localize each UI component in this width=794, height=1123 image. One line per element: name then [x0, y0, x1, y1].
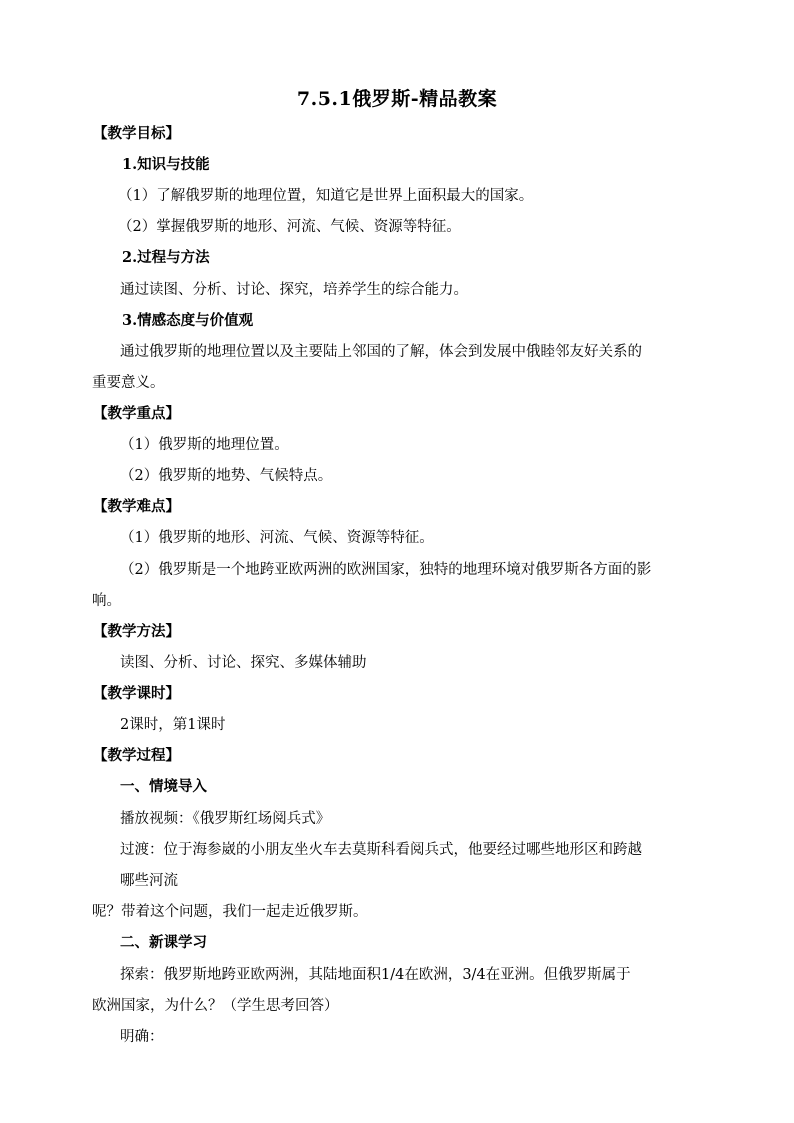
section-heading-method: 【教学方法】: [93, 623, 180, 640]
values-text-line1: 通过俄罗斯的地理位置以及主要陆上邻国的了解，体会到发展中俄睦邻友好关系的: [120, 344, 642, 360]
intro-video-text: 播放视频：《俄罗斯红场阅兵式》: [120, 811, 331, 827]
section-heading-difficulty: 【教学难点】: [93, 498, 180, 515]
difficulty-item-line1: （2）俄罗斯是一个地跨亚欧两洲的欧洲国家，独特的地理环境对俄罗斯各方面的影: [120, 562, 652, 578]
process-method-text: 通过读图、分析、讨论、探究，培养学生的综合能力。: [120, 282, 468, 298]
explore-text-line2: 欧洲国家，为什么？（学生思考回答）: [92, 998, 339, 1014]
intro-transition-line1: 过渡：位于海参崴的小朋友坐火车去莫斯科看阅兵式，他要经过哪些地形区和跨越: [120, 842, 642, 858]
section-heading-goals: 【教学目标】: [93, 125, 180, 142]
clarify-label: 明确：: [120, 1029, 164, 1045]
subsection-title-process: 2.过程与方法: [122, 249, 210, 266]
hours-text: 2课时，第1课时: [120, 717, 226, 733]
intro-transition-line3: 呢？带着这个问题，我们一起走近俄罗斯。: [92, 904, 368, 920]
subsection-title-knowledge: 1.知识与技能: [122, 156, 210, 173]
goal-item: （2）掌握俄罗斯的地形、河流、气候、资源等特征。: [118, 219, 461, 235]
section-heading-hours: 【教学课时】: [93, 685, 180, 702]
goal-item: （1）了解俄罗斯的地理位置，知道它是世界上面积最大的国家。: [118, 188, 534, 204]
intro-transition-line2: 哪些河流: [120, 873, 178, 889]
subsection-title-values: 3.情感态度与价值观: [122, 312, 254, 329]
explore-text-line1: 探索：俄罗斯地跨亚欧两洲，其陆地面积1/4在欧洲，3/4在亚洲。但俄罗斯属于: [120, 967, 631, 983]
section-heading-focus: 【教学重点】: [93, 405, 180, 422]
method-text: 读图、分析、讨论、探究、多媒体辅助: [120, 655, 367, 671]
difficulty-item: （1）俄罗斯的地形、河流、气候、资源等特征。: [120, 530, 434, 546]
focus-item: （2）俄罗斯的地势、气候特点。: [120, 468, 333, 484]
process-step-title-new-lesson: 二、新课学习: [120, 934, 207, 951]
section-heading-process: 【教学过程】: [93, 747, 180, 764]
process-step-title-intro: 一、情境导入: [120, 778, 207, 795]
values-text-line2: 重要意义。: [92, 375, 165, 391]
difficulty-item-line2: 响。: [92, 593, 121, 609]
page-title: 7.5.1俄罗斯-精品教案: [296, 88, 498, 110]
focus-item: （1）俄罗斯的地理位置。: [120, 437, 289, 453]
